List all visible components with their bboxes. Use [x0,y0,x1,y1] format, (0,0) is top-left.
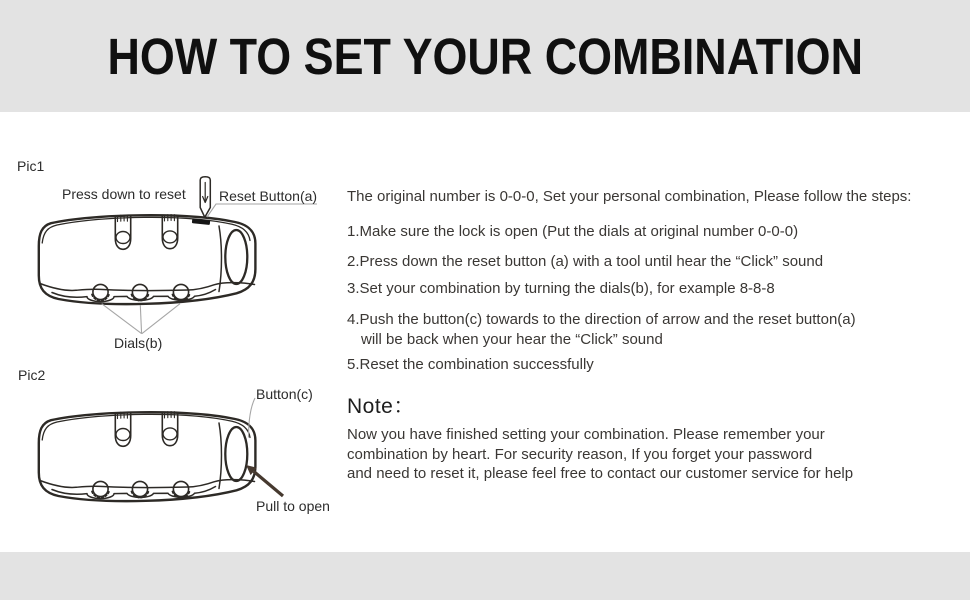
reset-button-label: Reset Button(a) [219,188,318,204]
pen-tool-icon [200,177,210,218]
dials-label: Dials(b) [114,335,163,351]
note-line-2: combination by heart. For security reason, If you forget your password [347,446,813,463]
step-2: 2.Press down the reset button (a) with a tool until hear the “Click” sound [347,253,824,270]
lock-body [39,215,256,305]
lock-body [39,412,256,502]
footer-band [0,552,970,600]
step-4-line-1: 4.Push the button(c) towards to the direction of arrow and the reset button(a) [347,311,856,328]
page-title: HOW TO SET YOUR COMBINATION [107,27,863,85]
step-3: 3.Set your combination by turning the dials(b), for example 8-8-8 [347,280,775,297]
header-band [0,0,970,112]
lock-diagram-2 [39,398,283,501]
pull-to-open-label: Pull to open [256,498,330,514]
step-5: 5.Reset the combination successfully [347,356,594,373]
pic2-label: Pic2 [18,367,46,383]
step-4-line-2: will be back when your hear the “Click” sound [361,331,663,348]
instructions-intro: The original number is 0-0-0, Set your personal combination, Please follow the steps: [347,188,912,205]
note-title: Note： [347,395,415,418]
button-c-label: Button(c) [256,386,313,402]
reset-leader-line [207,204,317,217]
note-line-3: and need to reset it, please feel free to contact our customer service for help [347,465,854,482]
step-1: 1.Make sure the lock is open (Put the dials at original number 0-0-0) [347,223,799,240]
dials-leader-lines [102,304,180,334]
note-line-1: Now you have finished setting your combination. Please remember your [347,426,825,443]
reset-button-marker [192,219,210,225]
press-down-label: Press down to reset [62,186,186,202]
pic1-label: Pic1 [17,158,45,174]
